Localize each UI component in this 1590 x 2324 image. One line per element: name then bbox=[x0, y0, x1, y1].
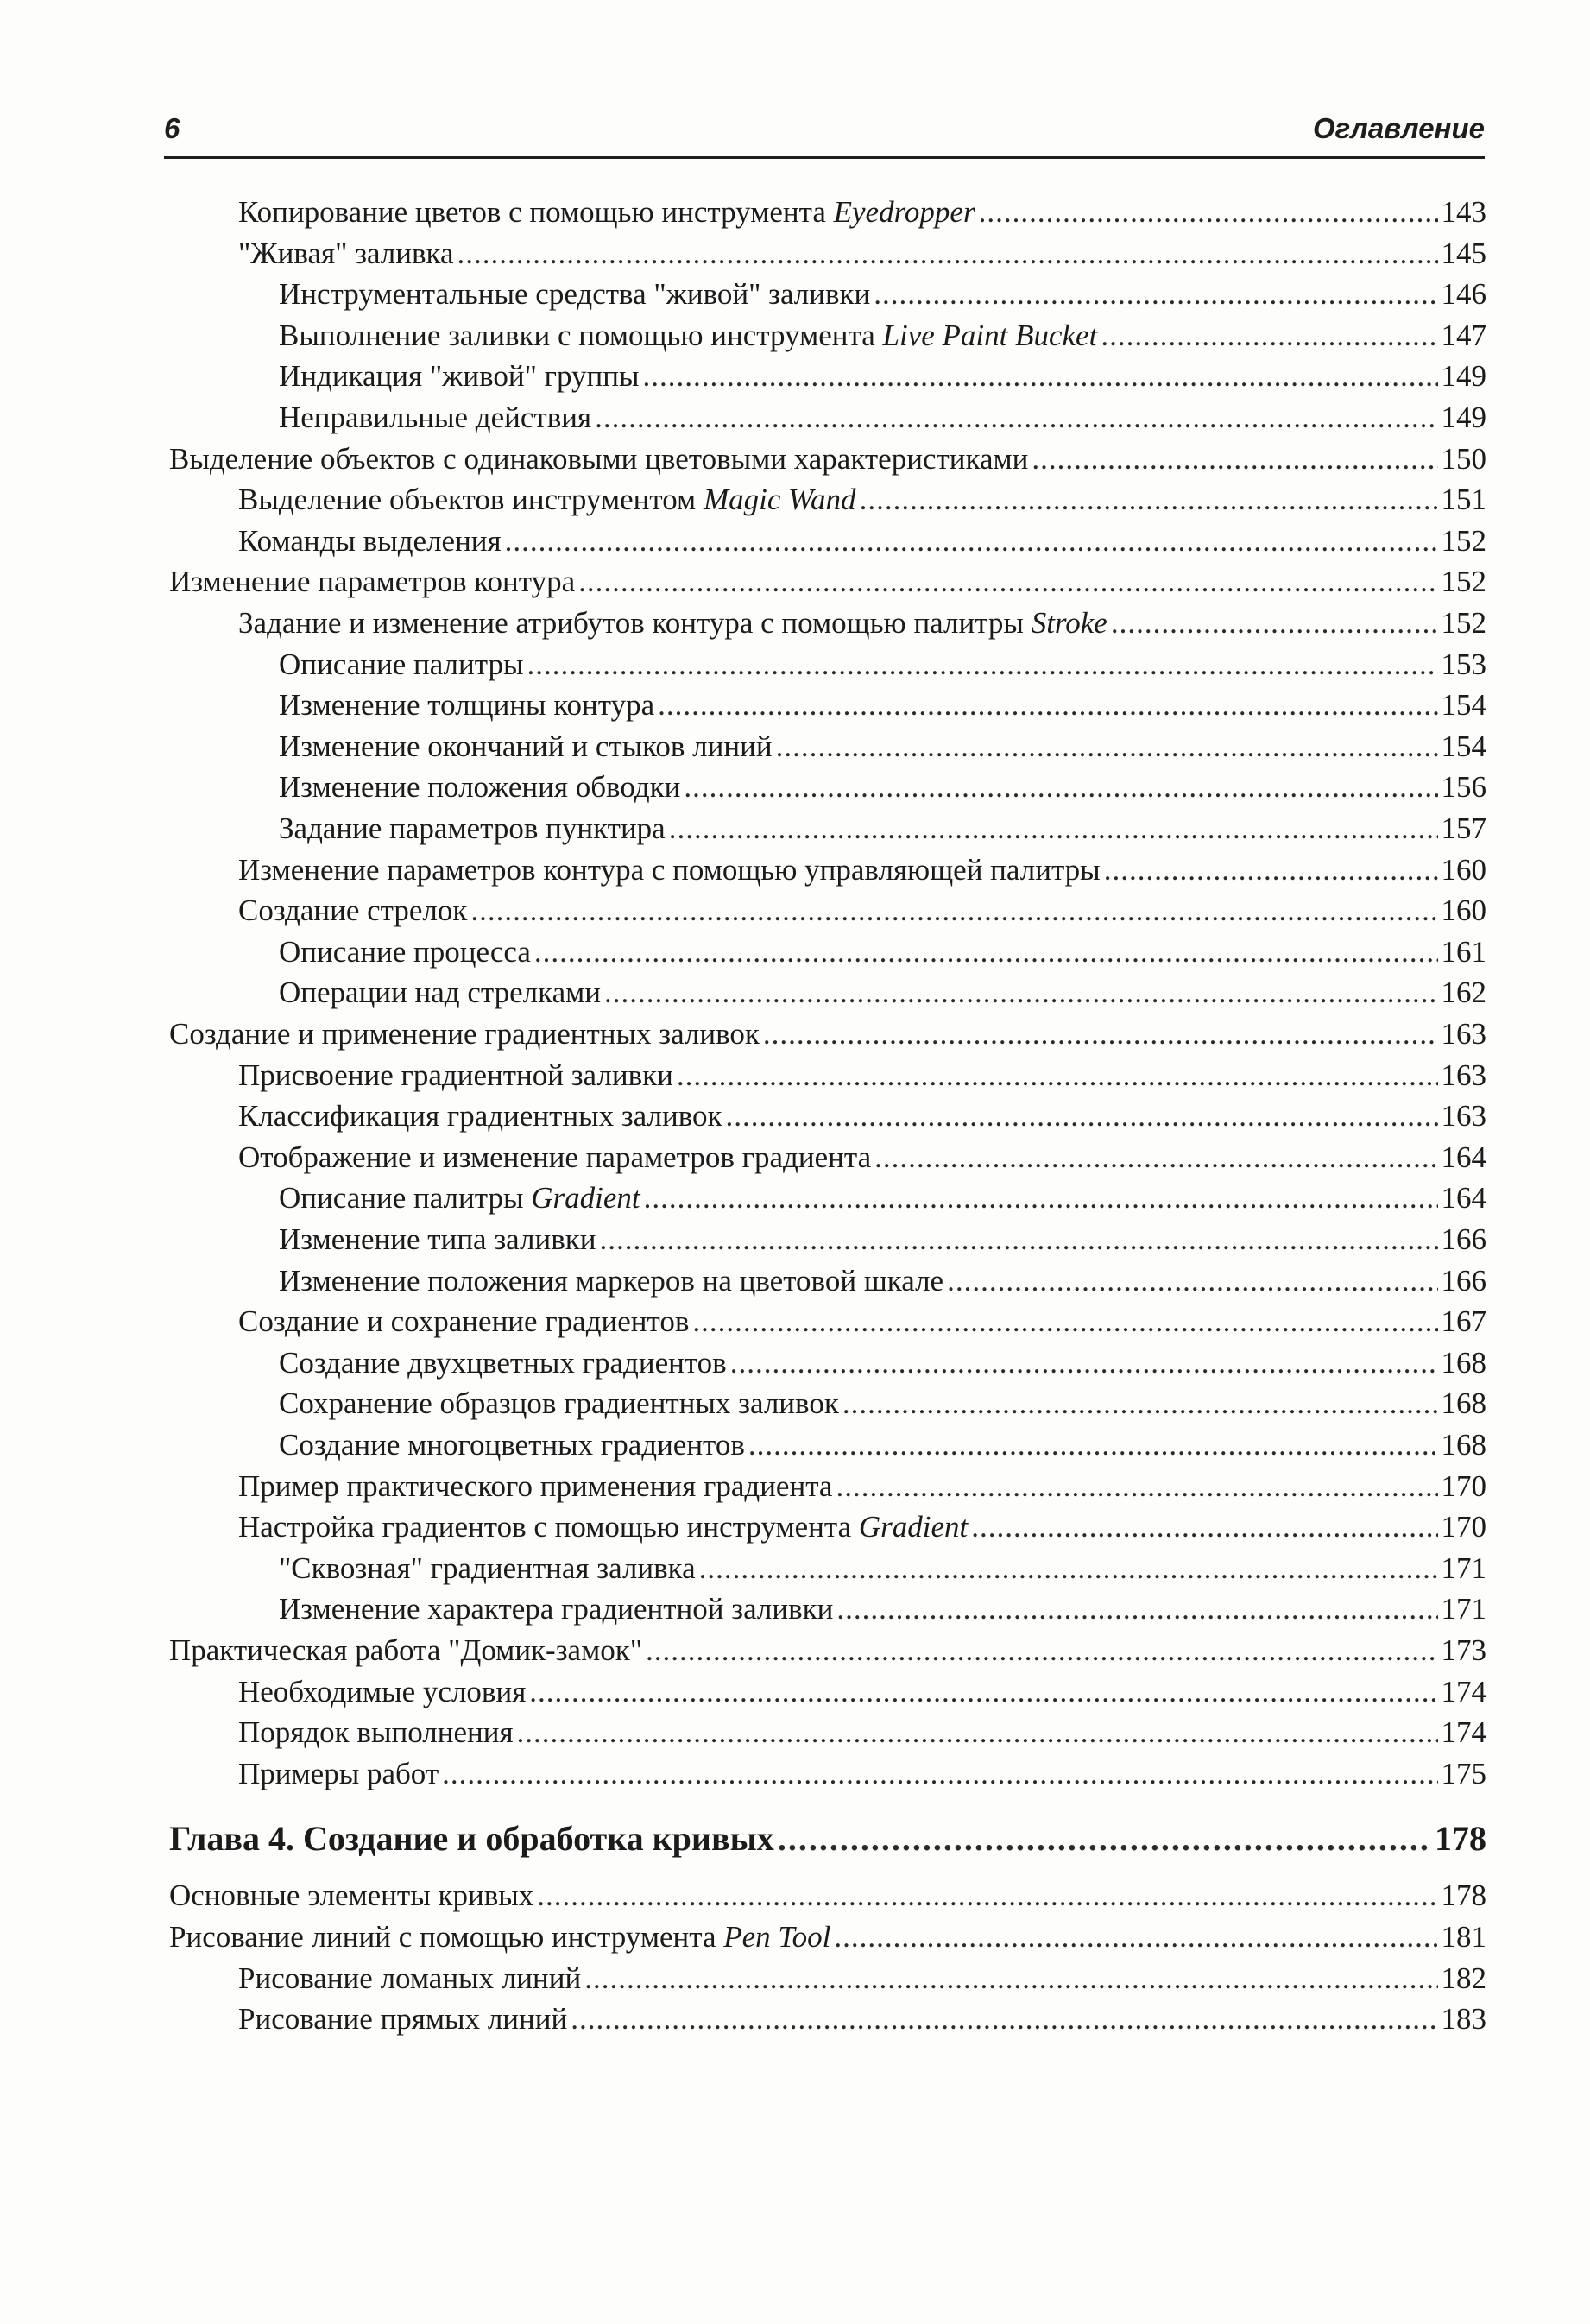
entry-text: Описание процесса bbox=[279, 934, 531, 969]
entry-text: Практическая работа "Домик-замок" bbox=[169, 1633, 643, 1667]
toc-entry[interactable] bbox=[279, 808, 1486, 849]
entry-title bbox=[279, 972, 601, 1014]
entry-text: Отображение и изменение параметров градиента bbox=[238, 1140, 872, 1174]
entry-page: 171 bbox=[1441, 1550, 1486, 1585]
entry-page: 174 bbox=[1441, 1674, 1486, 1708]
entry-page: 166 bbox=[1441, 1222, 1486, 1256]
entry-term: Live Paint Bucket bbox=[882, 318, 1098, 352]
leader-dots bbox=[669, 808, 1438, 849]
toc-entry[interactable] bbox=[169, 1630, 1486, 1671]
entry-title bbox=[279, 1260, 943, 1302]
entry-title bbox=[169, 561, 575, 603]
entry-text: Настройка градиентов с помощью инструмента bbox=[238, 1510, 859, 1544]
entry-page: 168 bbox=[1441, 1386, 1486, 1421]
entry-text: Индикация "живой" группы bbox=[279, 359, 640, 394]
toc-entry[interactable] bbox=[238, 1466, 1486, 1507]
entry-text: Выполнение заливки с помощью инструмента bbox=[279, 318, 883, 352]
toc-entry[interactable] bbox=[279, 767, 1486, 808]
toc-entry[interactable] bbox=[169, 439, 1486, 480]
entry-page: 168 bbox=[1441, 1345, 1486, 1380]
page-number: 6 bbox=[164, 112, 180, 144]
entry-text: Создание и применение градиентных заливок bbox=[169, 1017, 760, 1051]
entry-text: Описание палитры bbox=[279, 1181, 532, 1216]
entry-page: 152 bbox=[1441, 606, 1486, 640]
entry-title bbox=[238, 521, 502, 562]
entry-title bbox=[169, 1014, 760, 1055]
leader-dots bbox=[644, 1178, 1438, 1219]
leader-dots bbox=[529, 1671, 1437, 1713]
entry-title bbox=[238, 603, 1107, 644]
header-rule bbox=[164, 156, 1485, 159]
entry-text: Сохранение образцов градиентных заливок bbox=[279, 1386, 839, 1421]
section-title: Оглавление bbox=[1313, 112, 1485, 144]
entry-text: Описание палитры bbox=[279, 647, 524, 681]
toc-entry[interactable] bbox=[238, 192, 1486, 233]
toc-entry[interactable] bbox=[279, 1383, 1486, 1424]
leader-dots bbox=[470, 890, 1437, 931]
entry-text: Необходимые условия bbox=[238, 1674, 527, 1708]
entry-title bbox=[238, 479, 856, 521]
leader-dots bbox=[599, 1219, 1437, 1260]
entry-page: 147 bbox=[1441, 318, 1486, 352]
toc-entry[interactable] bbox=[238, 1137, 1486, 1178]
entry-page: 173 bbox=[1441, 1633, 1486, 1667]
entry-title bbox=[238, 1055, 673, 1096]
entry-term: Pen Tool bbox=[723, 1920, 831, 1954]
entry-text: Задание параметров пунктира bbox=[279, 812, 666, 845]
toc-entry[interactable] bbox=[279, 274, 1486, 315]
entry-title bbox=[279, 1424, 745, 1466]
entry-page: 156 bbox=[1441, 770, 1486, 805]
entry-title bbox=[238, 1137, 871, 1178]
entry-title bbox=[169, 1630, 642, 1671]
entry-title bbox=[279, 808, 666, 849]
entry-page: 167 bbox=[1441, 1304, 1486, 1339]
entry-text: Изменение положения обводки bbox=[279, 770, 681, 805]
entry-page: 154 bbox=[1441, 729, 1486, 763]
entry-page: 166 bbox=[1441, 1263, 1486, 1298]
entry-text: Создание стрелок bbox=[238, 894, 468, 928]
entry-title bbox=[279, 1548, 696, 1589]
entry-term: Gradient bbox=[531, 1181, 640, 1216]
entry-title bbox=[279, 685, 654, 726]
leader-dots bbox=[658, 685, 1437, 726]
leader-dots bbox=[947, 1260, 1437, 1302]
leader-dots bbox=[874, 274, 1437, 315]
toc-entry[interactable] bbox=[238, 1055, 1486, 1096]
leader-dots bbox=[699, 1548, 1438, 1589]
entry-page: 153 bbox=[1441, 647, 1486, 681]
entry-title bbox=[169, 439, 1028, 480]
entry-text: Изменение типа заливки bbox=[279, 1222, 596, 1256]
entry-text: Пример практического применения градиента bbox=[238, 1468, 833, 1503]
entry-title bbox=[169, 1917, 830, 1958]
leader-dots bbox=[571, 1999, 1437, 2040]
entry-title bbox=[279, 767, 680, 808]
leader-dots bbox=[836, 1588, 1437, 1630]
leader-dots bbox=[604, 972, 1438, 1014]
leader-dots bbox=[1101, 315, 1437, 357]
toc-entry[interactable] bbox=[279, 356, 1486, 397]
entry-title bbox=[279, 931, 531, 973]
entry-term: Gradient bbox=[858, 1510, 969, 1544]
entry-title bbox=[238, 1506, 968, 1548]
entry-text: Задание и изменение атрибутов контура с помощью палитры bbox=[238, 606, 1032, 640]
entry-page: 162 bbox=[1441, 976, 1486, 1010]
leader-dots bbox=[537, 1875, 1437, 1917]
leader-dots bbox=[677, 1055, 1438, 1096]
toc-entry[interactable] bbox=[279, 931, 1486, 973]
toc-entry[interactable] bbox=[279, 644, 1486, 685]
entry-text: Неправильные действия bbox=[279, 401, 592, 434]
entry-title bbox=[279, 356, 640, 397]
entry-page: 163 bbox=[1441, 1099, 1486, 1134]
entry-title bbox=[238, 849, 1101, 891]
entry-text: Изменение параметров контура bbox=[169, 565, 576, 599]
entry-title bbox=[238, 1958, 581, 1999]
entry-text: Выделение объектов с одинаковыми цветовыми характеристиками bbox=[169, 441, 1029, 476]
entry-text: Операции над стрелками bbox=[279, 976, 601, 1010]
entry-title bbox=[279, 726, 773, 767]
toc-entry[interactable] bbox=[169, 1917, 1486, 1958]
entry-title bbox=[238, 1712, 514, 1753]
entry-term: Stroke bbox=[1031, 606, 1107, 640]
entry-text: Основные элементы кривых bbox=[169, 1879, 534, 1913]
entry-title bbox=[279, 397, 591, 439]
toc-entry[interactable] bbox=[169, 1875, 1486, 1917]
leader-dots bbox=[692, 1301, 1437, 1342]
toc-entry[interactable] bbox=[238, 1712, 1486, 1753]
entry-text: Рисование прямых линий bbox=[238, 2002, 568, 2037]
toc-entry[interactable] bbox=[238, 1096, 1486, 1137]
toc-entry[interactable] bbox=[238, 1301, 1486, 1342]
entry-text: Команды выделения bbox=[238, 523, 502, 558]
entry-term: Eyedropper bbox=[833, 195, 975, 229]
entry-title bbox=[238, 192, 975, 233]
entry-text: Выделение объектов инструментом bbox=[238, 483, 704, 517]
toc-entry[interactable] bbox=[279, 972, 1486, 1014]
leader-dots bbox=[836, 1466, 1437, 1507]
entry-text: Изменение окончаний и стыков линий bbox=[279, 729, 773, 763]
leader-dots bbox=[595, 397, 1437, 439]
toc-entry[interactable] bbox=[169, 561, 1486, 603]
leader-dots bbox=[1111, 603, 1438, 644]
toc-entry[interactable] bbox=[279, 1588, 1486, 1630]
entry-page: 183 bbox=[1441, 2002, 1486, 2037]
leader-dots bbox=[834, 1917, 1437, 1958]
toc-entry[interactable] bbox=[279, 685, 1486, 726]
entry-title bbox=[238, 233, 454, 275]
entry-text: Инструментальные средства "живой" заливки bbox=[279, 277, 871, 312]
toc-entry[interactable] bbox=[238, 1958, 1486, 1999]
entry-title bbox=[238, 1753, 439, 1795]
entry-text: Изменение характера градиентной заливки bbox=[279, 1592, 834, 1626]
entry-text: Рисование ломаных линий bbox=[238, 1961, 582, 1995]
leader-dots bbox=[643, 356, 1438, 397]
entry-page: 175 bbox=[1441, 1756, 1486, 1790]
leader-dots bbox=[457, 233, 1438, 275]
toc-entry[interactable] bbox=[279, 1342, 1486, 1384]
entry-title bbox=[279, 1342, 727, 1384]
leader-dots bbox=[778, 1813, 1431, 1865]
entry-text: Рисование линий с помощью инструмента bbox=[169, 1920, 724, 1954]
entry-page: 151 bbox=[1441, 483, 1486, 517]
entry-page: 154 bbox=[1441, 688, 1486, 723]
entry-page: 171 bbox=[1441, 1592, 1486, 1626]
leader-dots bbox=[578, 561, 1437, 603]
leader-dots bbox=[505, 521, 1438, 562]
entry-title bbox=[279, 1178, 640, 1219]
leader-dots bbox=[534, 931, 1438, 973]
entry-page: 149 bbox=[1441, 359, 1486, 394]
entry-title bbox=[238, 890, 467, 931]
leader-dots bbox=[442, 1753, 1437, 1795]
entry-page: 160 bbox=[1441, 894, 1486, 928]
toc-entry[interactable] bbox=[279, 1424, 1486, 1466]
entry-title bbox=[279, 315, 1097, 357]
toc-entry[interactable] bbox=[238, 849, 1486, 891]
leader-dots bbox=[726, 1096, 1438, 1137]
toc-entry[interactable] bbox=[238, 521, 1486, 562]
entry-page: 168 bbox=[1441, 1428, 1486, 1462]
leader-dots bbox=[517, 1712, 1438, 1753]
entry-text: Присвоение градиентной заливки bbox=[238, 1058, 673, 1092]
entry-page: 174 bbox=[1441, 1715, 1486, 1750]
entry-page: 150 bbox=[1441, 441, 1486, 476]
leader-dots bbox=[1104, 849, 1438, 891]
toc-entry[interactable] bbox=[279, 315, 1486, 357]
leader-dots bbox=[527, 644, 1438, 685]
entry-title bbox=[238, 1301, 689, 1342]
entry-title bbox=[238, 1671, 526, 1713]
entry-page: 160 bbox=[1441, 852, 1486, 887]
leader-dots bbox=[842, 1383, 1438, 1424]
entry-title bbox=[279, 274, 870, 315]
entry-page: 182 bbox=[1441, 1961, 1486, 1995]
entry-page: 178 bbox=[1435, 1819, 1486, 1859]
entry-title bbox=[238, 1466, 832, 1507]
entry-text: Глава 4. Создание и обработка кривых bbox=[169, 1819, 774, 1859]
toc-entry[interactable] bbox=[238, 1753, 1486, 1795]
leader-dots bbox=[1032, 439, 1437, 480]
toc-entry[interactable] bbox=[238, 890, 1486, 931]
entry-text: Создание и сохранение градиентов bbox=[238, 1304, 690, 1339]
entry-page: 163 bbox=[1441, 1058, 1486, 1092]
toc-entry[interactable] bbox=[238, 1999, 1486, 2040]
entry-page: 149 bbox=[1441, 401, 1486, 434]
leader-dots bbox=[860, 479, 1438, 521]
toc-entry[interactable] bbox=[238, 1506, 1486, 1548]
entry-text: Изменение параметров контура с помощью управляющей палитры bbox=[238, 852, 1101, 887]
entry-page: 178 bbox=[1441, 1879, 1486, 1913]
entry-title bbox=[169, 1813, 774, 1865]
entry-page: 152 bbox=[1441, 565, 1486, 599]
entry-title bbox=[169, 1875, 533, 1917]
entry-page: 145 bbox=[1441, 236, 1486, 270]
entry-title bbox=[238, 1096, 722, 1137]
leader-dots bbox=[730, 1342, 1438, 1384]
entry-text: Изменение толщины контура bbox=[279, 688, 655, 723]
toc-entry[interactable] bbox=[169, 1014, 1486, 1055]
leader-dots bbox=[763, 1014, 1438, 1055]
entry-title bbox=[279, 1383, 839, 1424]
entry-text: Изменение положения маркеров на цветовой шкале bbox=[279, 1263, 944, 1298]
entry-page: 143 bbox=[1441, 195, 1486, 229]
entry-text: Создание многоцветных градиентов bbox=[279, 1428, 745, 1462]
toc-entry[interactable] bbox=[279, 397, 1486, 439]
leader-dots bbox=[584, 1958, 1437, 1999]
toc-entry[interactable] bbox=[238, 1671, 1486, 1713]
entry-text: "Сквозная" градиентная заливка bbox=[279, 1550, 696, 1585]
toc-entry[interactable] bbox=[238, 233, 1486, 275]
entry-text: Создание двухцветных градиентов bbox=[279, 1345, 727, 1380]
toc-entry[interactable] bbox=[238, 603, 1486, 644]
chapter-entry[interactable] bbox=[169, 1813, 1486, 1865]
entry-text: Копирование цветов с помощью инструмента bbox=[238, 195, 834, 229]
entry-text: Порядок выполнения bbox=[238, 1715, 514, 1750]
entry-page: 170 bbox=[1441, 1468, 1486, 1503]
entry-page: 163 bbox=[1441, 1017, 1486, 1051]
toc-entry[interactable] bbox=[279, 1219, 1486, 1260]
entry-title bbox=[238, 1999, 567, 2040]
entry-text: Примеры работ bbox=[238, 1756, 439, 1790]
entry-page: 181 bbox=[1441, 1920, 1486, 1954]
leader-dots bbox=[646, 1630, 1437, 1671]
entry-page: 164 bbox=[1441, 1181, 1486, 1216]
entry-title bbox=[279, 644, 524, 685]
leader-dots bbox=[979, 192, 1438, 233]
entry-text: "Живая" заливка bbox=[238, 236, 454, 270]
leader-dots bbox=[776, 726, 1438, 767]
entry-title bbox=[279, 1588, 833, 1630]
toc-entry[interactable] bbox=[279, 1260, 1486, 1302]
entry-page: 170 bbox=[1441, 1510, 1486, 1544]
leader-dots bbox=[684, 767, 1437, 808]
entry-page: 161 bbox=[1441, 934, 1486, 969]
toc-entry[interactable] bbox=[279, 1548, 1486, 1589]
entry-page: 152 bbox=[1441, 523, 1486, 558]
entry-title bbox=[279, 1219, 596, 1260]
running-head bbox=[164, 112, 1485, 154]
leader-dots bbox=[874, 1137, 1437, 1178]
toc-entry[interactable] bbox=[238, 479, 1486, 521]
leader-dots bbox=[971, 1506, 1437, 1548]
entry-term: Magic Wand bbox=[703, 483, 856, 517]
toc-entry[interactable] bbox=[279, 1178, 1486, 1219]
entry-page: 157 bbox=[1441, 812, 1486, 845]
entry-page: 146 bbox=[1441, 277, 1486, 312]
leader-dots bbox=[748, 1424, 1438, 1466]
toc-entry[interactable] bbox=[279, 726, 1486, 767]
entry-text: Классификация градиентных заливок bbox=[238, 1099, 722, 1134]
entry-page: 164 bbox=[1441, 1140, 1486, 1174]
